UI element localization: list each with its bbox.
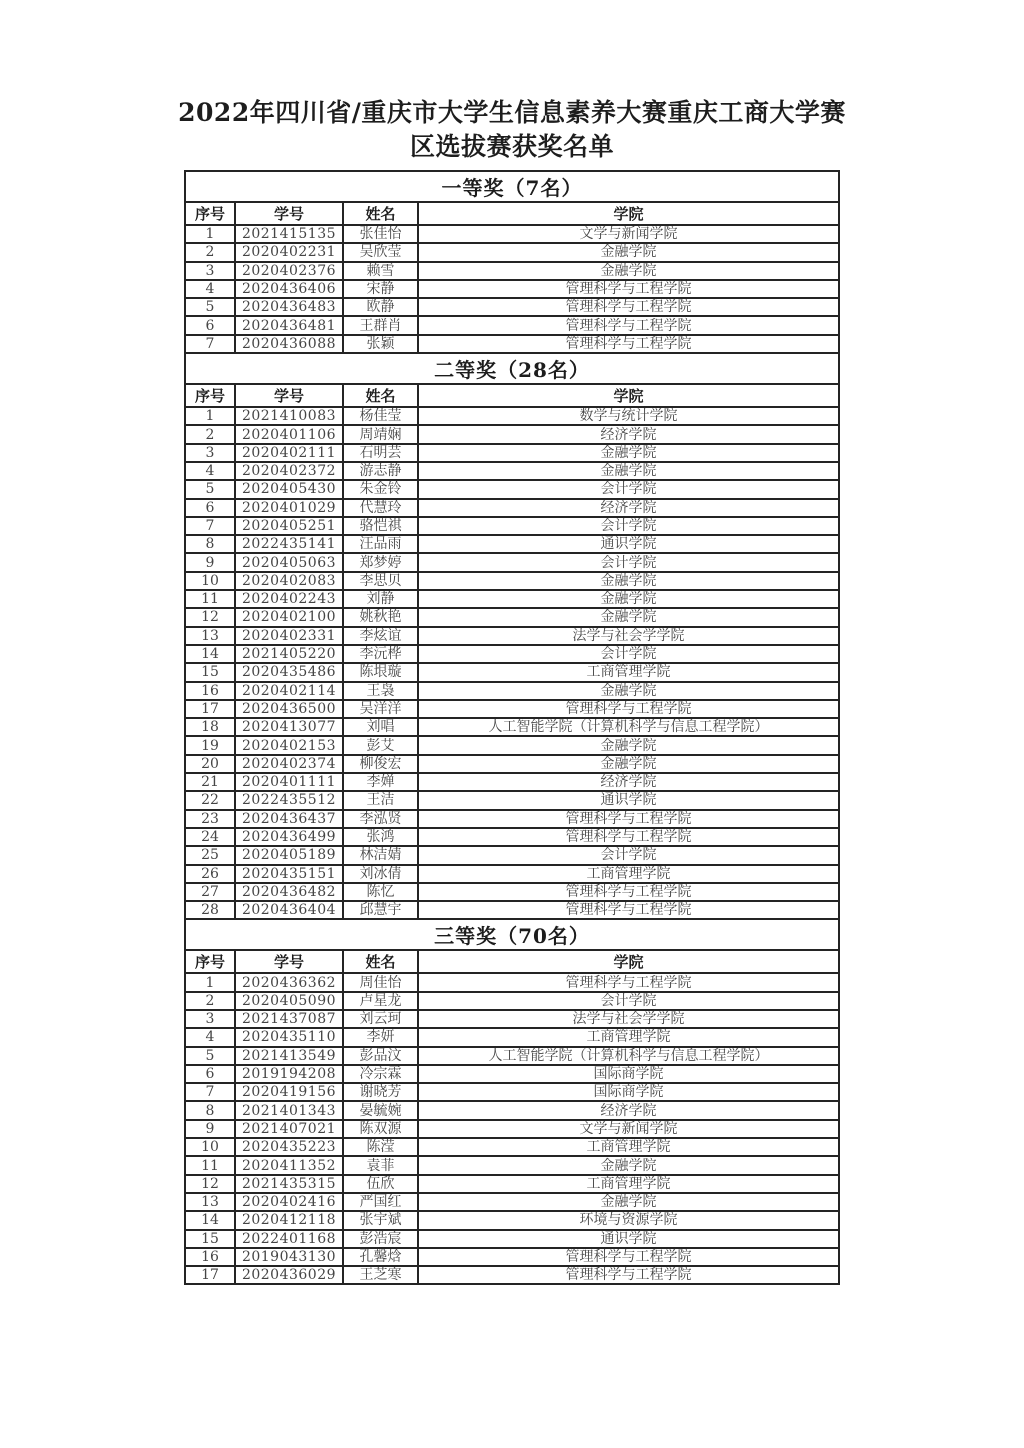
cell-college: 金融学院	[418, 572, 839, 590]
cell-index: 1	[185, 225, 235, 243]
table-row	[185, 480, 839, 498]
table-row	[185, 846, 839, 864]
cell-index: 3	[185, 1010, 235, 1028]
cell-index: 11	[185, 1156, 235, 1174]
cell-index: 8	[185, 535, 235, 553]
cell-college: 金融学院	[418, 262, 839, 280]
column-header-index: 序号	[185, 950, 235, 973]
cell-name: 彭艾	[343, 736, 418, 754]
cell-name: 李思贝	[343, 572, 418, 590]
table-row	[185, 1211, 839, 1229]
cell-name: 李沅桦	[343, 645, 418, 663]
cell-student-id: 2020401111	[235, 773, 343, 791]
table-row	[185, 1028, 839, 1046]
table-row	[185, 1193, 839, 1211]
cell-college: 工商管理学院	[418, 1175, 839, 1193]
section-header-label: 一等奖（7名）	[185, 171, 839, 202]
column-header-college: 学院	[418, 202, 839, 225]
cell-name: 王芝寒	[343, 1266, 418, 1284]
table-row	[185, 773, 839, 791]
cell-index: 2	[185, 992, 235, 1010]
cell-student-id: 2020402114	[235, 682, 343, 700]
cell-name: 代慧玲	[343, 499, 418, 517]
cell-student-id: 2020436362	[235, 973, 343, 991]
cell-college: 数学与统计学院	[418, 407, 839, 425]
cell-name: 石明芸	[343, 444, 418, 462]
cell-college: 金融学院	[418, 608, 839, 626]
cell-name: 刘云珂	[343, 1010, 418, 1028]
cell-student-id: 2020402231	[235, 243, 343, 261]
table-row	[185, 645, 839, 663]
cell-index: 2	[185, 425, 235, 443]
column-header-name: 姓名	[343, 384, 418, 407]
cell-college: 会计学院	[418, 517, 839, 535]
table-row	[185, 298, 839, 316]
cell-college: 管理科学与工程学院	[418, 700, 839, 718]
cell-college: 管理科学与工程学院	[418, 280, 839, 298]
cell-college: 金融学院	[418, 1193, 839, 1211]
cell-name: 王袅	[343, 682, 418, 700]
cell-college: 管理科学与工程学院	[418, 335, 839, 353]
table-row	[185, 901, 839, 919]
cell-name: 陈滢	[343, 1138, 418, 1156]
cell-index: 13	[185, 627, 235, 645]
cell-index: 1	[185, 973, 235, 991]
cell-name: 李妍	[343, 1028, 418, 1046]
awards-table	[184, 170, 840, 1285]
cell-student-id: 2022435512	[235, 791, 343, 809]
cell-student-id: 2021401343	[235, 1101, 343, 1119]
cell-college: 管理科学与工程学院	[418, 1248, 839, 1266]
cell-name: 李炫谊	[343, 627, 418, 645]
table-row	[185, 262, 839, 280]
column-header-student-id: 学号	[235, 202, 343, 225]
cell-college: 会计学院	[418, 480, 839, 498]
cell-name: 刘静	[343, 590, 418, 608]
cell-name: 吴欣莹	[343, 243, 418, 261]
cell-student-id: 2020436482	[235, 883, 343, 901]
cell-name: 王洁	[343, 791, 418, 809]
cell-name: 谢晓芳	[343, 1083, 418, 1101]
cell-student-id: 2020402083	[235, 572, 343, 590]
column-header-index: 序号	[185, 384, 235, 407]
cell-student-id: 2021410083	[235, 407, 343, 425]
cell-college: 管理科学与工程学院	[418, 1266, 839, 1284]
cell-student-id: 2020436500	[235, 700, 343, 718]
cell-student-id: 2020402111	[235, 444, 343, 462]
cell-student-id: 2020435223	[235, 1138, 343, 1156]
cell-name: 赖雪	[343, 262, 418, 280]
cell-college: 金融学院	[418, 682, 839, 700]
section-header-row-2	[185, 353, 839, 384]
cell-student-id: 2020402374	[235, 755, 343, 773]
cell-student-id: 2020402416	[235, 1193, 343, 1211]
cell-index: 4	[185, 1028, 235, 1046]
table-row	[185, 1047, 839, 1065]
cell-index: 15	[185, 663, 235, 681]
cell-college: 金融学院	[418, 243, 839, 261]
cell-name: 彭品汶	[343, 1047, 418, 1065]
cell-college: 国际商学院	[418, 1065, 839, 1083]
cell-college: 金融学院	[418, 444, 839, 462]
column-header-college: 学院	[418, 384, 839, 407]
table-row	[185, 865, 839, 883]
cell-student-id: 2020405090	[235, 992, 343, 1010]
cell-index: 1	[185, 407, 235, 425]
cell-name: 骆恺祺	[343, 517, 418, 535]
cell-name: 冷宗霖	[343, 1065, 418, 1083]
cell-student-id: 2020405063	[235, 553, 343, 571]
cell-student-id: 2020435151	[235, 865, 343, 883]
cell-index: 16	[185, 1248, 235, 1266]
cell-student-id: 2021405220	[235, 645, 343, 663]
table-row	[185, 517, 839, 535]
table-row	[185, 608, 839, 626]
table-row	[185, 1230, 839, 1248]
cell-index: 7	[185, 517, 235, 535]
cell-index: 11	[185, 590, 235, 608]
cell-index: 5	[185, 298, 235, 316]
cell-student-id: 2020405430	[235, 480, 343, 498]
cell-college: 会计学院	[418, 846, 839, 864]
cell-student-id: 2020436406	[235, 280, 343, 298]
table-row	[185, 682, 839, 700]
cell-index: 17	[185, 1266, 235, 1284]
cell-college: 金融学院	[418, 590, 839, 608]
cell-student-id: 2020401106	[235, 425, 343, 443]
cell-college: 法学与社会学学院	[418, 1010, 839, 1028]
cell-student-id: 2020402100	[235, 608, 343, 626]
awards-table-container	[184, 170, 840, 1285]
cell-college: 国际商学院	[418, 1083, 839, 1101]
cell-name: 周靖娴	[343, 425, 418, 443]
table-row	[185, 444, 839, 462]
cell-college: 人工智能学院（计算机科学与信息工程学院）	[418, 718, 839, 736]
cell-index: 17	[185, 700, 235, 718]
cell-name: 邱慧宇	[343, 901, 418, 919]
table-row	[185, 553, 839, 571]
table-row	[185, 225, 839, 243]
cell-index: 12	[185, 1175, 235, 1193]
table-row	[185, 791, 839, 809]
section-header-label: 三等奖（70名）	[185, 919, 839, 950]
cell-student-id: 2020436437	[235, 810, 343, 828]
cell-college: 工商管理学院	[418, 1138, 839, 1156]
column-header-name: 姓名	[343, 202, 418, 225]
cell-index: 21	[185, 773, 235, 791]
cell-index: 10	[185, 1138, 235, 1156]
cell-name: 朱金铃	[343, 480, 418, 498]
cell-student-id: 2020436481	[235, 316, 343, 334]
cell-college: 通识学院	[418, 1230, 839, 1248]
cell-name: 李泓贤	[343, 810, 418, 828]
cell-name: 柳俊宏	[343, 755, 418, 773]
cell-college: 通识学院	[418, 535, 839, 553]
cell-name: 欧静	[343, 298, 418, 316]
cell-name: 严国红	[343, 1193, 418, 1211]
table-row	[185, 700, 839, 718]
cell-college: 金融学院	[418, 1156, 839, 1174]
table-row	[185, 1101, 839, 1119]
column-header-student-id: 学号	[235, 950, 343, 973]
cell-student-id: 2021415135	[235, 225, 343, 243]
table-row	[185, 1156, 839, 1174]
cell-name: 刘冰倩	[343, 865, 418, 883]
cell-index: 23	[185, 810, 235, 828]
cell-student-id: 2020436499	[235, 828, 343, 846]
cell-index: 10	[185, 572, 235, 590]
cell-index: 27	[185, 883, 235, 901]
cell-student-id: 2021435315	[235, 1175, 343, 1193]
table-row	[185, 627, 839, 645]
cell-college: 人工智能学院（计算机科学与信息工程学院）	[418, 1047, 839, 1065]
cell-name: 李婵	[343, 773, 418, 791]
cell-college: 管理科学与工程学院	[418, 316, 839, 334]
cell-name: 张颖	[343, 335, 418, 353]
cell-index: 22	[185, 791, 235, 809]
cell-index: 5	[185, 1047, 235, 1065]
cell-index: 9	[185, 553, 235, 571]
cell-name: 卢星龙	[343, 992, 418, 1010]
cell-index: 7	[185, 335, 235, 353]
cell-student-id: 2020411352	[235, 1156, 343, 1174]
section-header-label: 二等奖（28名）	[185, 353, 839, 384]
page-title	[162, 96, 862, 163]
table-row	[185, 1065, 839, 1083]
table-row	[185, 1266, 839, 1284]
table-row	[185, 590, 839, 608]
cell-student-id: 2020419156	[235, 1083, 343, 1101]
cell-student-id: 2020402331	[235, 627, 343, 645]
cell-name: 刘唱	[343, 718, 418, 736]
cell-index: 15	[185, 1230, 235, 1248]
cell-student-id: 2020401029	[235, 499, 343, 517]
table-row	[185, 755, 839, 773]
cell-name: 孔馨焓	[343, 1248, 418, 1266]
column-header-name: 姓名	[343, 950, 418, 973]
table-row	[185, 810, 839, 828]
cell-index: 20	[185, 755, 235, 773]
cell-college: 经济学院	[418, 1101, 839, 1119]
cell-college: 通识学院	[418, 791, 839, 809]
cell-student-id: 2019194208	[235, 1065, 343, 1083]
cell-index: 14	[185, 1211, 235, 1229]
cell-name: 彭浩宸	[343, 1230, 418, 1248]
cell-name: 吴洋洋	[343, 700, 418, 718]
cell-college: 文学与新闻学院	[418, 1120, 839, 1138]
cell-college: 工商管理学院	[418, 663, 839, 681]
cell-student-id: 2020436088	[235, 335, 343, 353]
cell-student-id: 2019043130	[235, 1248, 343, 1266]
cell-name: 晏毓婉	[343, 1101, 418, 1119]
table-row	[185, 462, 839, 480]
cell-name: 张佳怡	[343, 225, 418, 243]
cell-college: 金融学院	[418, 736, 839, 754]
cell-student-id: 2020436483	[235, 298, 343, 316]
cell-college: 经济学院	[418, 425, 839, 443]
cell-name: 王群肖	[343, 316, 418, 334]
cell-index: 5	[185, 480, 235, 498]
cell-index: 6	[185, 316, 235, 334]
cell-index: 28	[185, 901, 235, 919]
cell-college: 会计学院	[418, 645, 839, 663]
cell-student-id: 2020435486	[235, 663, 343, 681]
table-row	[185, 499, 839, 517]
cell-college: 文学与新闻学院	[418, 225, 839, 243]
cell-index: 7	[185, 1083, 235, 1101]
cell-student-id: 2020405251	[235, 517, 343, 535]
cell-student-id: 2021413549	[235, 1047, 343, 1065]
cell-index: 9	[185, 1120, 235, 1138]
section-header-row-3	[185, 919, 839, 950]
cell-college: 管理科学与工程学院	[418, 810, 839, 828]
cell-index: 12	[185, 608, 235, 626]
cell-name: 张鸿	[343, 828, 418, 846]
table-row	[185, 1083, 839, 1101]
column-header-row	[185, 202, 839, 225]
cell-college: 管理科学与工程学院	[418, 883, 839, 901]
table-row	[185, 828, 839, 846]
cell-name: 姚秋艳	[343, 608, 418, 626]
cell-name: 陈双源	[343, 1120, 418, 1138]
cell-student-id: 2020402243	[235, 590, 343, 608]
cell-college: 会计学院	[418, 553, 839, 571]
cell-student-id: 2022401168	[235, 1230, 343, 1248]
column-header-college: 学院	[418, 950, 839, 973]
cell-college: 管理科学与工程学院	[418, 828, 839, 846]
cell-college: 管理科学与工程学院	[418, 298, 839, 316]
cell-name: 郑梦婷	[343, 553, 418, 571]
table-row	[185, 1120, 839, 1138]
cell-index: 4	[185, 280, 235, 298]
cell-college: 法学与社会学学院	[418, 627, 839, 645]
cell-index: 6	[185, 499, 235, 517]
cell-college: 经济学院	[418, 499, 839, 517]
cell-college: 工商管理学院	[418, 865, 839, 883]
cell-name: 伍欣	[343, 1175, 418, 1193]
table-row	[185, 663, 839, 681]
cell-name: 林洁婧	[343, 846, 418, 864]
cell-student-id: 2021407021	[235, 1120, 343, 1138]
cell-name: 陈忆	[343, 883, 418, 901]
table-row	[185, 316, 839, 334]
cell-name: 杨佳莹	[343, 407, 418, 425]
cell-college: 会计学院	[418, 992, 839, 1010]
cell-student-id: 2020402376	[235, 262, 343, 280]
table-row	[185, 280, 839, 298]
column-header-row	[185, 950, 839, 973]
cell-name: 汪品雨	[343, 535, 418, 553]
table-row	[185, 1248, 839, 1266]
cell-index: 8	[185, 1101, 235, 1119]
cell-college: 工商管理学院	[418, 1028, 839, 1046]
column-header-index: 序号	[185, 202, 235, 225]
table-row	[185, 1175, 839, 1193]
cell-student-id: 2021437087	[235, 1010, 343, 1028]
table-row	[185, 535, 839, 553]
cell-student-id: 2020435110	[235, 1028, 343, 1046]
cell-college: 金融学院	[418, 755, 839, 773]
table-row	[185, 1010, 839, 1028]
cell-student-id: 2022435141	[235, 535, 343, 553]
cell-index: 18	[185, 718, 235, 736]
cell-college: 管理科学与工程学院	[418, 901, 839, 919]
cell-name: 宋静	[343, 280, 418, 298]
page-title-line-2: 区选拔赛获奖名单	[409, 131, 614, 161]
awards-table-body	[185, 171, 839, 1284]
cell-student-id: 2020436029	[235, 1266, 343, 1284]
cell-index: 13	[185, 1193, 235, 1211]
cell-index: 26	[185, 865, 235, 883]
table-row	[185, 973, 839, 991]
table-row	[185, 718, 839, 736]
cell-index: 3	[185, 262, 235, 280]
cell-index: 16	[185, 682, 235, 700]
cell-index: 19	[185, 736, 235, 754]
table-row	[185, 425, 839, 443]
column-header-student-id: 学号	[235, 384, 343, 407]
cell-index: 2	[185, 243, 235, 261]
table-row	[185, 335, 839, 353]
cell-college: 金融学院	[418, 462, 839, 480]
page-title-line-1: 2022年四川省/重庆市大学生信息素养大赛重庆工商大学赛	[178, 98, 846, 127]
table-row	[185, 407, 839, 425]
cell-student-id: 2020413077	[235, 718, 343, 736]
cell-index: 14	[185, 645, 235, 663]
cell-index: 24	[185, 828, 235, 846]
cell-name: 游志静	[343, 462, 418, 480]
table-row	[185, 883, 839, 901]
cell-name: 袁菲	[343, 1156, 418, 1174]
cell-student-id: 2020405189	[235, 846, 343, 864]
cell-name: 周佳怡	[343, 973, 418, 991]
cell-student-id: 2020402153	[235, 736, 343, 754]
table-row	[185, 736, 839, 754]
column-header-row	[185, 384, 839, 407]
cell-student-id: 2020412118	[235, 1211, 343, 1229]
cell-name: 陈垠璇	[343, 663, 418, 681]
cell-index: 3	[185, 444, 235, 462]
section-header-row-1	[185, 171, 839, 202]
cell-college: 经济学院	[418, 773, 839, 791]
cell-index: 25	[185, 846, 235, 864]
cell-name: 张宇斌	[343, 1211, 418, 1229]
cell-college: 管理科学与工程学院	[418, 973, 839, 991]
table-row	[185, 243, 839, 261]
table-row	[185, 992, 839, 1010]
table-row	[185, 1138, 839, 1156]
cell-student-id: 2020402372	[235, 462, 343, 480]
cell-student-id: 2020436404	[235, 901, 343, 919]
cell-index: 4	[185, 462, 235, 480]
cell-college: 环境与资源学院	[418, 1211, 839, 1229]
cell-index: 6	[185, 1065, 235, 1083]
table-row	[185, 572, 839, 590]
